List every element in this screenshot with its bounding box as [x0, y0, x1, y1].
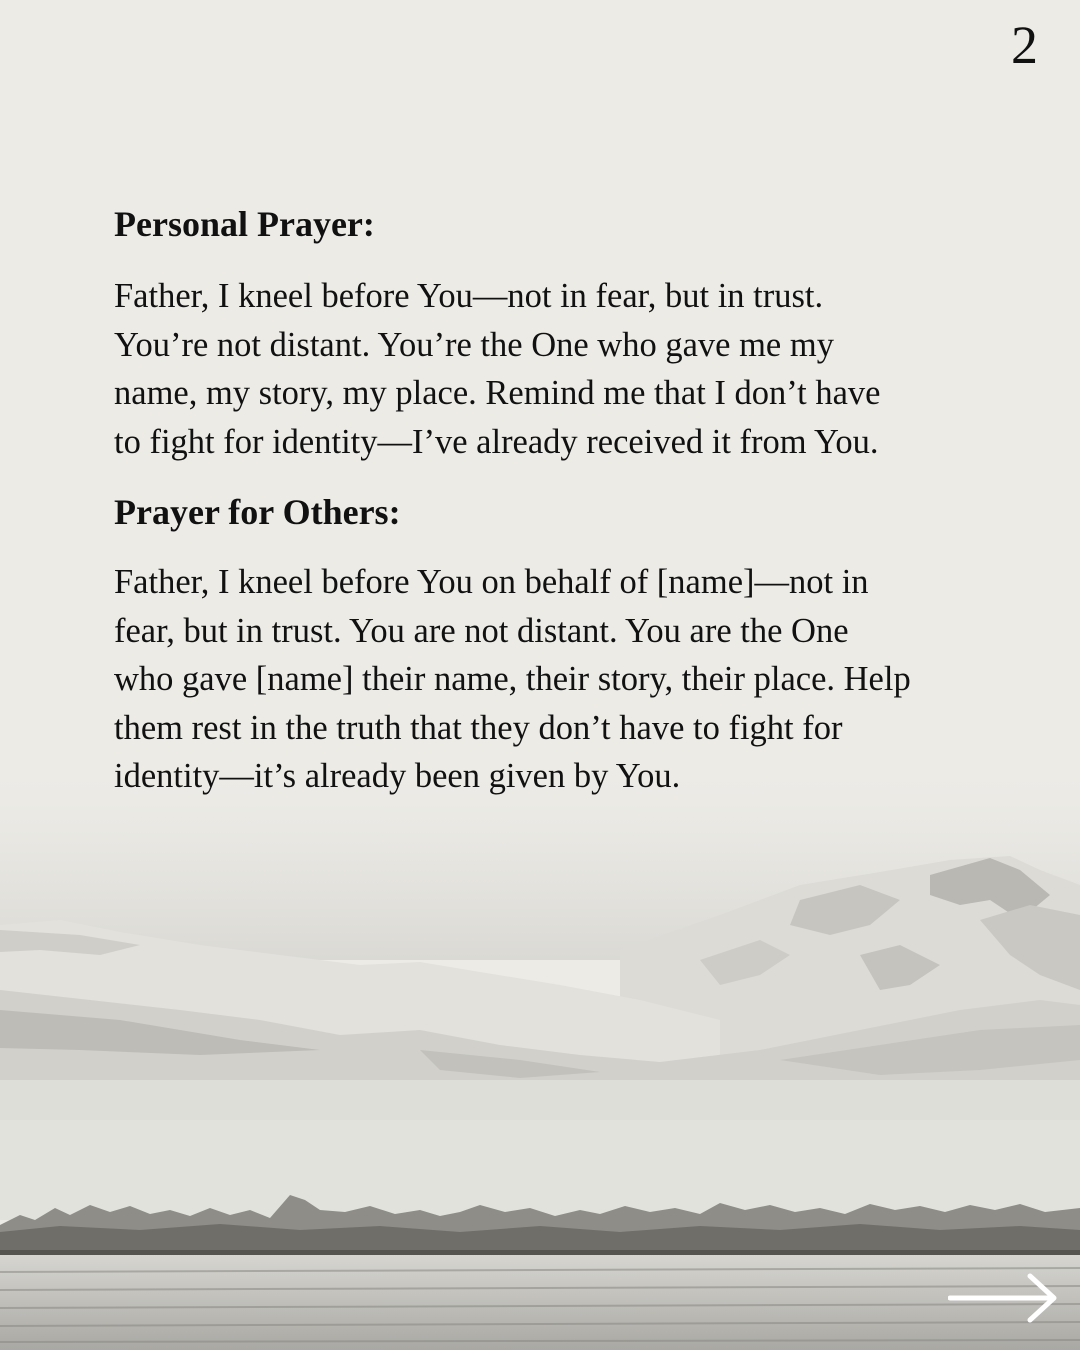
- prayer-for-others-text: Father, I kneel before You on behalf of [name]—not in fear, but in trust. You are not distant. You are the One who gave [name] their name, their story, their place. Help them rest in the truth that they don’t have to fight for identity—it’s already been given by You.: [114, 563, 911, 795]
- arrow-right-icon: [948, 1268, 1060, 1328]
- prayer-content: [114, 200, 1034, 801]
- personal-prayer-text: Father, I kneel before You—not in fear, but in trust. You’re not distant. You’re the One who gave me my name, my story, my place. Remind me that I don’t have to fight for identity—I’ve already received it from You.: [114, 277, 881, 461]
- personal-prayer-heading: Personal Prayer:: [114, 204, 375, 244]
- prayer-for-others-heading: Prayer for Others:: [114, 492, 401, 532]
- next-page-button[interactable]: [948, 1268, 1060, 1328]
- page-number: 2: [1011, 15, 1038, 75]
